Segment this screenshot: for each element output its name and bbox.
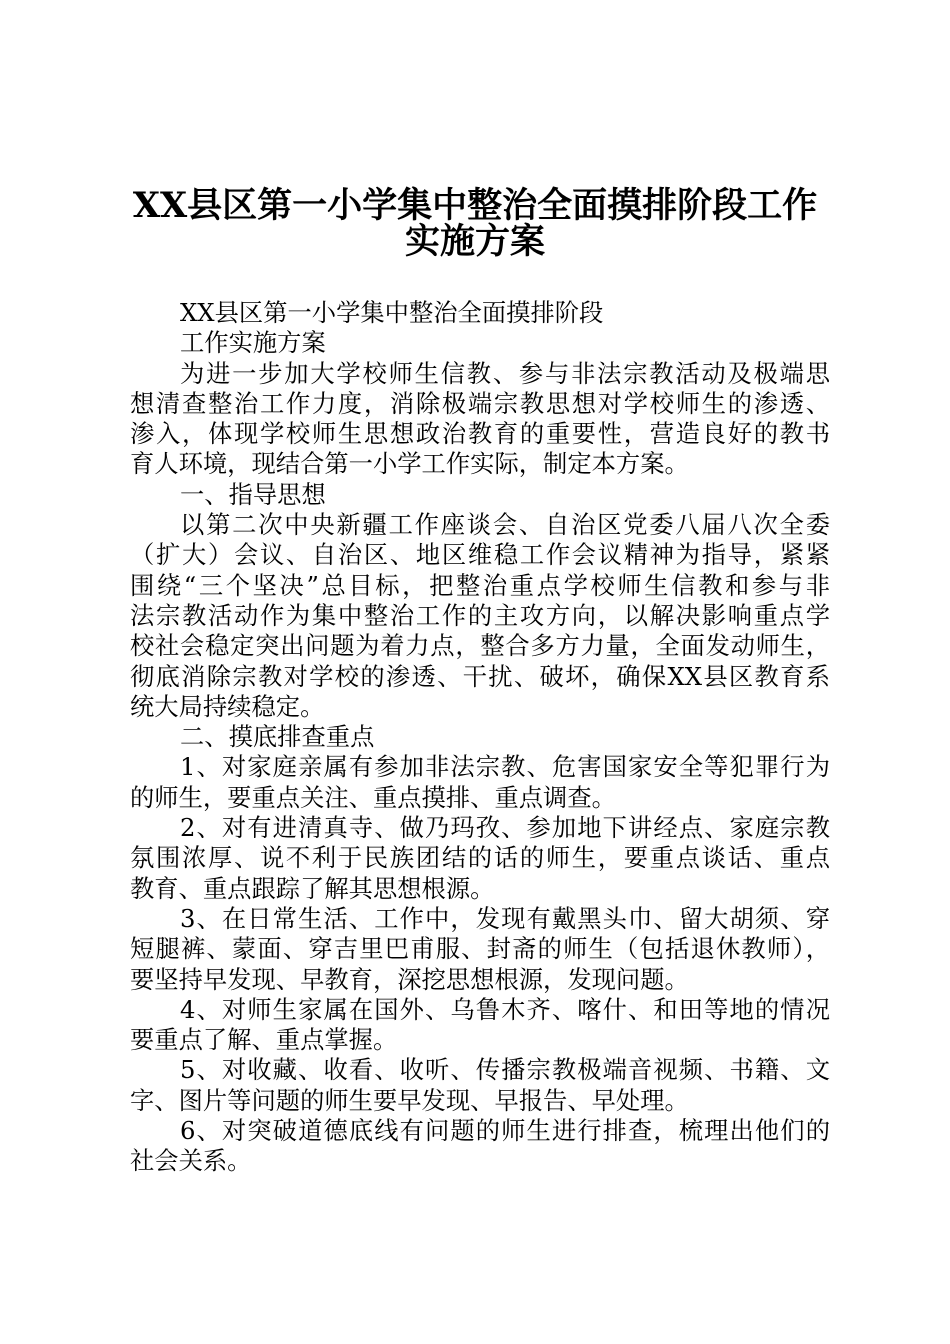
body-line: 统大局持续稳定。 (130, 691, 325, 721)
body-line: 彻底消除宗教对学校的渗透、干扰、破坏，确保XX县区教育系 (130, 661, 830, 691)
body-line: 4、对师生家属在国外、乌鲁木齐、喀什、和田等地的情况 (180, 994, 830, 1024)
body-line: 校社会稳定突出问题为着力点，整合多方力量，全面发动师生， (130, 631, 830, 661)
body-line: 法宗教活动作为集中整治工作的主攻方向，以解决影响重点学 (130, 600, 830, 630)
body-line: 工作实施方案 (180, 328, 326, 358)
body-line: 短腿裤、蒙面、穿吉里巴甫服、封斋的师生（包括退休教师）， (130, 934, 830, 964)
body-line: 1、对家庭亲属有参加非法宗教、危害国家安全等犯罪行为 (180, 752, 830, 782)
body-line: 社会关系。 (130, 1146, 252, 1176)
body-line: 要重点了解、重点掌握。 (130, 1025, 398, 1055)
body-line: 育人环境，现结合第一小学工作实际，制定本方案。 (130, 449, 689, 479)
body-line: 围绕“三个坚决”总目标，把整治重点学校师生信教和参与非 (130, 570, 830, 600)
body-line: 3、在日常生活、工作中，发现有戴黑头巾、留大胡须、穿 (180, 903, 830, 933)
body-line: 要坚持早发现、早教育，深挖思想根源，发现问题。 (130, 964, 689, 994)
body-line: 的师生，要重点关注、重点摸排、重点调查。 (130, 782, 616, 812)
document-body (130, 298, 830, 1177)
body-line: XX县区第一小学集中整治全面摸排阶段 (180, 298, 604, 327)
body-line: 2、对有进清真寺、做乃玛孜、参加地下讲经点、家庭宗教 (180, 813, 830, 843)
body-line: （扩大）会议、自治区、地区维稳工作会议精神为指导，紧紧 (130, 540, 830, 570)
body-line: 渗入，体现学校师生思想政治教育的重要性，营造良好的教书 (130, 419, 830, 449)
body-line: 以第二次中央新疆工作座谈会、自治区党委八届八次全委 (180, 510, 830, 540)
document-title-line-2: 实施方案 (404, 221, 545, 262)
body-line: 5、对收藏、收看、收听、传播宗教极端音视频、书籍、文 (180, 1055, 830, 1085)
body-line: 二、摸底排查重点 (180, 722, 375, 752)
body-line: 为进一步加大学校师生信教、参与非法宗教活动及极端思 (180, 358, 830, 388)
body-line: 字、图片等问题的师生要早发现、早报告、早处理。 (130, 1085, 689, 1115)
body-line: 6、对突破道德底线有问题的师生进行排查，梳理出他们的 (180, 1116, 830, 1146)
body-line: 氛围浓厚、说不利于民族团结的话的师生，要重点谈话、重点 (130, 843, 830, 873)
body-line: 想清查整治工作力度，消除极端宗教思想对学校师生的渗透、 (130, 388, 830, 418)
body-line: 一、指导思想 (180, 479, 326, 509)
body-line: 教育、重点跟踪了解其思想根源。 (130, 873, 495, 903)
document-title-line-1: XX县区第一小学集中整治全面摸排阶段工作 (132, 185, 818, 226)
